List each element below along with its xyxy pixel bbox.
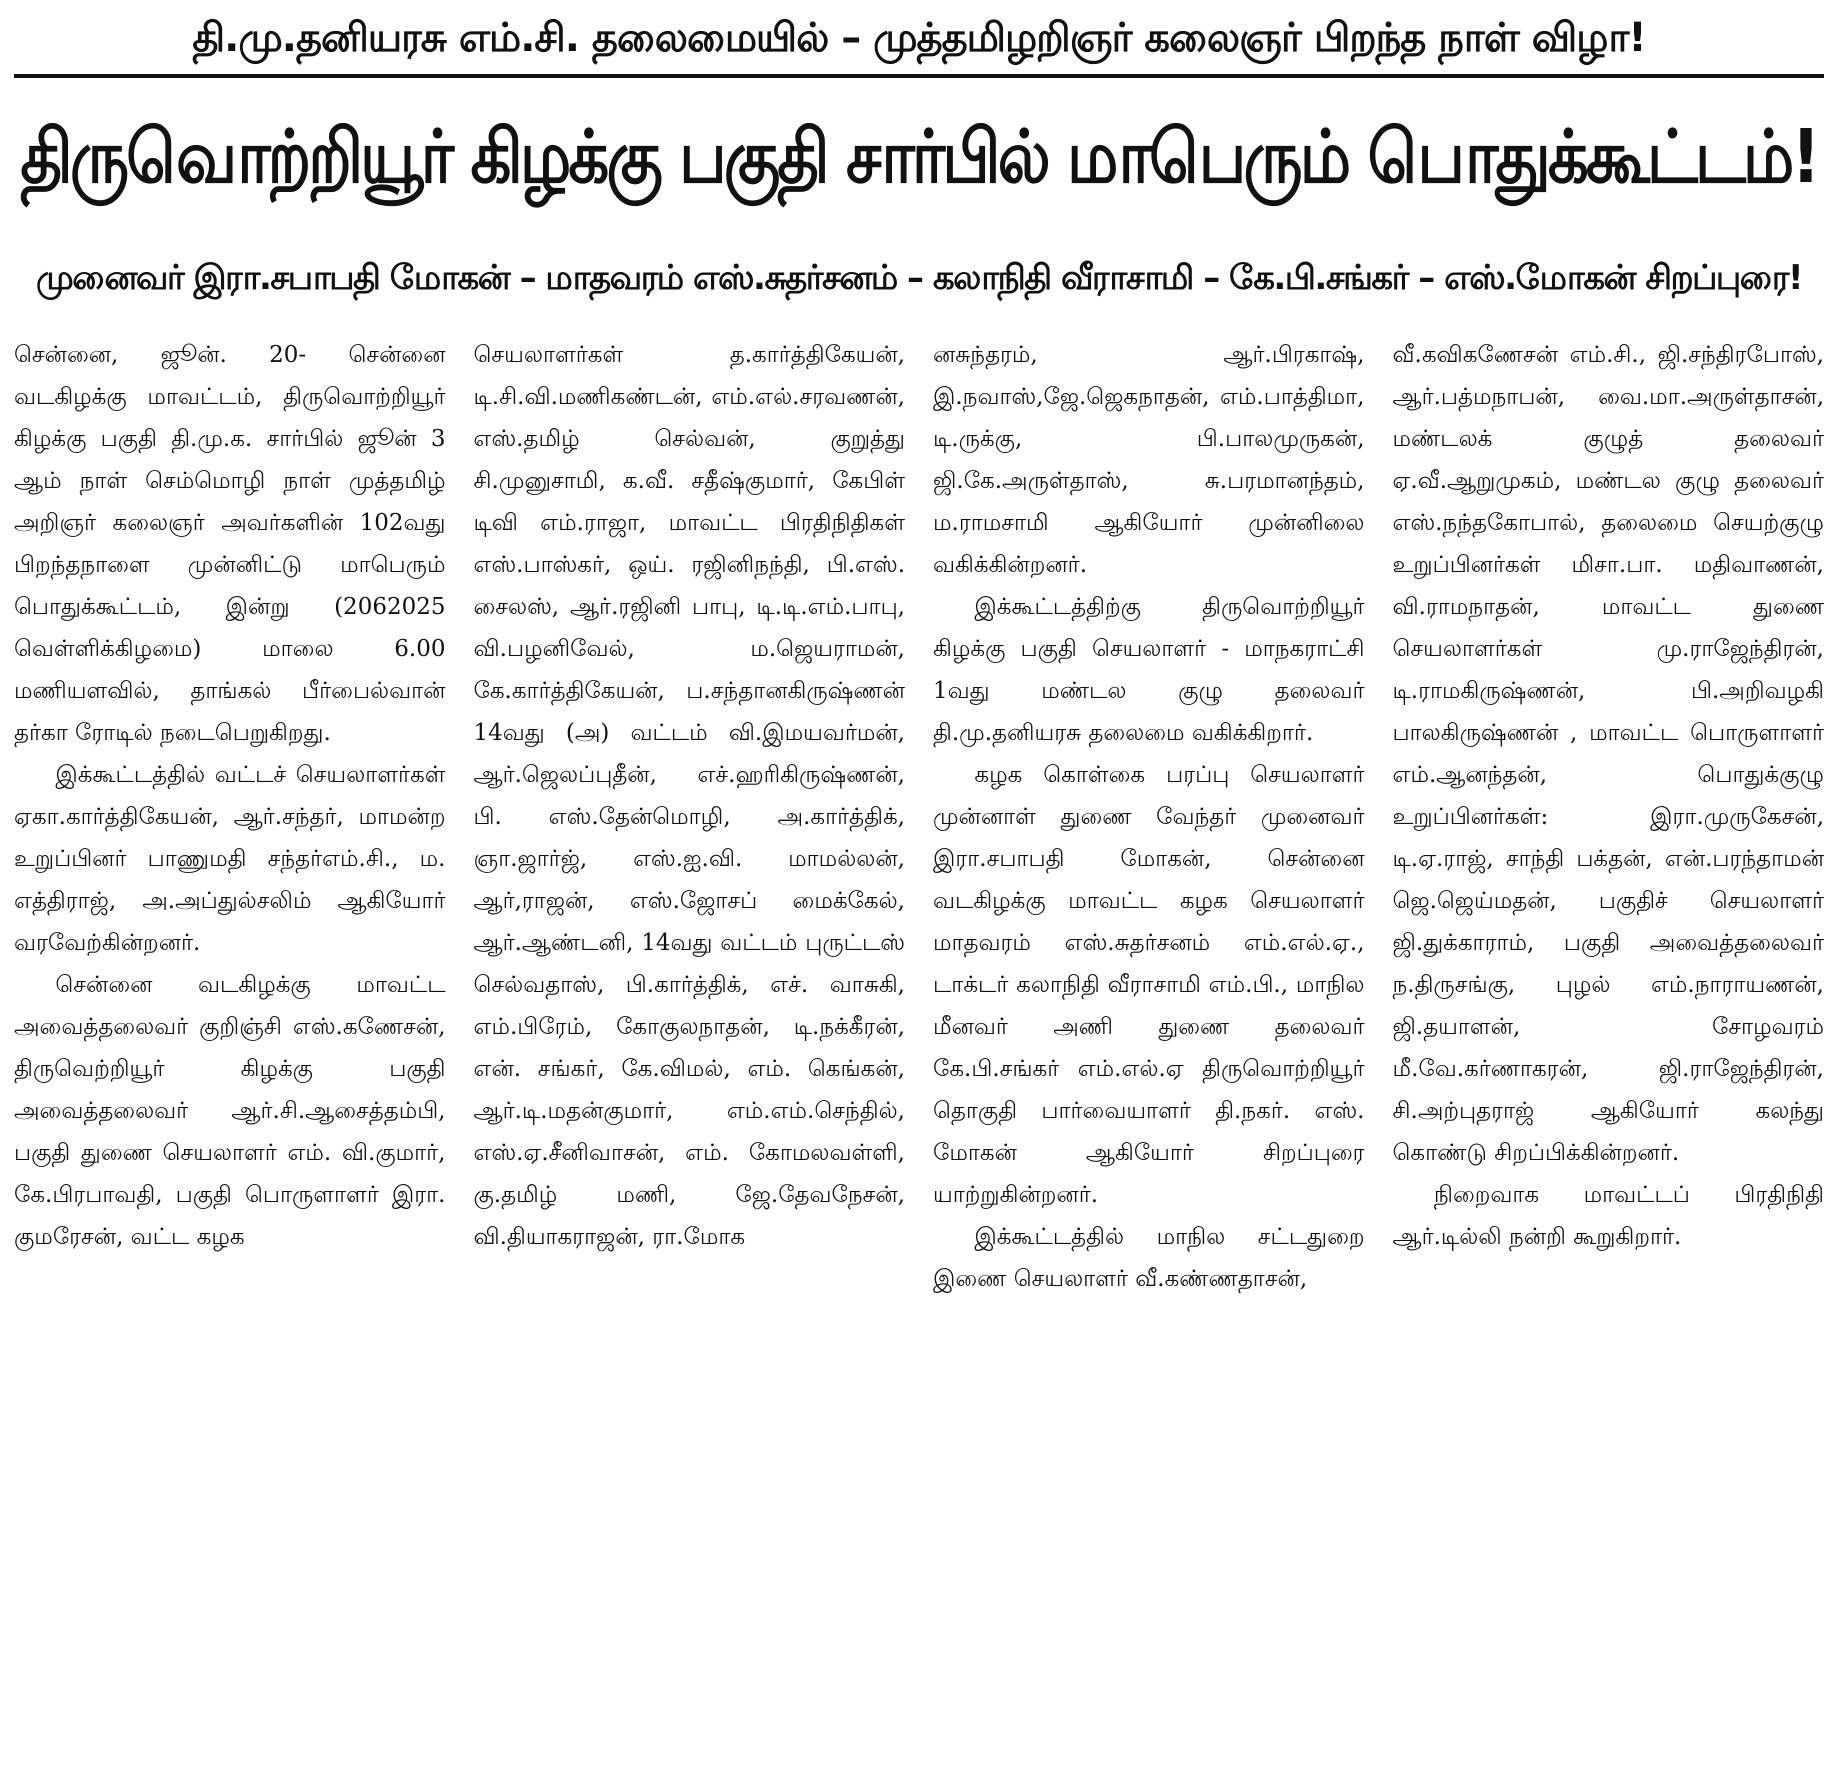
article-paragraph: சென்னை, ஜூன். 20- சென்னை வடகிழக்கு மாவட்டம், திருவொற்றியூர் கிழக்கு பகுதி தி.மு.க. சார்பில் ஜூன் 3 ஆம் நாள் செம்மொழி நாள் முத்தமிழ் அறிஞர் கலைஞர் அவர்களின் 102வது பிறந்தநாளை முன்னிட்டு மாபெரும் பொதுக்கூட்டம், இன்று (2062025 வெள்ளிக்கிழமை) மாலை 6.00 மணியளவில், தாங்கல் பீர்பைல்வான் தர்கா ரோடில் நடைபெறுகிறது. — [14, 342, 446, 746]
article-paragraph: வீ.கவிகணேசன் எம்.சி., ஜி.சந்திரபோஸ், ஆர்.பத்மநாபன், வை.மா.அருள்தாசன், மண்டலக் குழுத் தலைவர் ஏ.வீ.ஆறுமுகம், மண்டல குழு தலைவர் எஸ்.நந்தகோபால், தலைமை செயற்குழு உறுப்பினர்கள் மிசா.பா. மதிவாணன், வி.ராமநாதன், மாவட்ட துணை செயலாளர்கள் மு.ராஜேந்திரன், டி.ராமகிருஷ்ணன், பி.அறிவழகி பாலகிருஷ்ணன் , மாவட்ட பொருளாளர் எம்.ஆனந்தன், பொதுக்குழு உறுப்பினர்கள்: இரா.முருகேசன், டி.ஏ.ராஜ், சாந்தி பக்தன், என்.பரந்தாமன் ஜெ.ஜெய்மதன், பகுதிச் செயலாளர் ஜி.துக்காராம், பகுதி அவைத்தலைவர் ந.திருசங்கு, புழல் எம்.நாராயணன், ஜி.தயாளன், சோழவரம் மீ.வே.கர்ணாகரன், ஜி.ராஜேந்திரன், சி.அற்புதராஜ் ஆகியோர் கலந்து கொண்டு சிறப்பிக்கின்றனர். — [1392, 342, 1824, 1166]
article-paragraph: சென்னை வடகிழக்கு மாவட்ட அவைத்தலைவர் குறிஞ்சி எஸ்.கணேசன், திருவெற்றியூர் கிழக்கு பகுதி அவைத்தலைவர் ஆர்.சி.ஆசைத்தம்பி, பகுதி துணை செயலாளர் எம். வி.குமார், கே.பிரபாவதி, பகுதி பொருளாளர் இரா. குமரேசன், வட்ட கழக — [14, 972, 446, 1250]
subheadline: முனைவர் இரா.சபாபதி மோகன் – மாதவரம் எஸ்.சுதர்சனம் – கலாநிதி வீராசாமி – கே.பி.சங்கர் – எஸ்.மோகன் சிறப்புரை! — [36, 258, 1802, 298]
article-column-4 — [1393, 334, 1825, 1300]
article-paragraph: இக்கூட்டத்தில் வட்டச் செயலாளர்கள் ஏகா.கார்த்திகேயன், ஆர்.சந்தர், மாமன்ற உறுப்பினர் பாணுமதி சந்தர்எம்.சி., ம. எத்திராஜ், அ.அப்துல்சலிம் ஆகியோர் வரவேற்கின்றனர். — [14, 762, 446, 956]
article-paragraph: நிறைவாக மாவட்டப் பிரதிநிதி ஆர்.டில்லி நன்றி கூறுகிறார். — [1392, 1182, 1824, 1250]
article-column-1 — [14, 334, 446, 1300]
kicker-rule — [14, 74, 1824, 78]
article-body — [14, 334, 1824, 1300]
headline: திருவொற்றியூர் கிழக்கு பகுதி சார்பில் மாபெரும் பொதுக்கூட்டம்! — [20, 115, 1818, 201]
kicker-line: தி.மு.தனியரசு எம்.சி. தலைமையில் – முத்தமிழறிஞர் கலைஞர் பிறந்த நாள் விழா! — [192, 15, 1646, 61]
article-column-3 — [933, 334, 1365, 1300]
article-column-2 — [474, 334, 906, 1300]
article-paragraph: னசுந்தரம், ஆர்.பிரகாஷ், இ.நவாஸ்,ஜே.ஜெகநாதன், எம்.பாத்திமா, டி.ருக்கு, பி.பாலமுருகன், ஜி.கே.அருள்தாஸ், சு.பரமானந்தம், ம.ராமசாமி ஆகியோர் முன்னிலை வகிக்கின்றனர். — [933, 342, 1365, 578]
article-paragraph: இக்கூட்டத்தில் மாநில சட்டதுறை இணை செயலாளர் வீ.கண்ணதாசன், — [933, 1224, 1365, 1292]
article-paragraph: கழக கொள்கை பரப்பு செயலாளர் முன்னாள் துணை வேந்தர் முனைவர் இரா.சபாபதி மோகன், சென்னை வடகிழக்கு மாவட்ட கழக செயலாளர் மாதவரம் எஸ்.சுதர்சனம் எம்.எல்.ஏ., டாக்டர் கலாநிதி வீராசாமி எம்.பி., மாநில மீனவர் அணி துணை தலைவர் கே.பி.சங்கர் எம்.எல்.ஏ திருவொற்றியூர் தொகுதி பார்வையாளர் தி.நகர். எஸ். மோகன் ஆகியோர் சிறப்புரை யாற்றுகின்றனர். — [933, 762, 1365, 1208]
article-paragraph: இக்கூட்டத்திற்கு திருவொற்றியூர் கிழக்கு பகுதி செயலாளர் - மாநகராட்சி 1வது மண்டல குழு தலைவர் தி.மு.தனியரசு தலைமை வகிக்கிறார். — [933, 594, 1365, 746]
article-paragraph: செயலாளர்கள் த.கார்த்திகேயன், டி.சி.வி.மணிகண்டன், எம்.எல்.சரவணன், எஸ்.தமிழ் செல்வன், குறுத்து சி.முனுசாமி, க.வீ. சதீஷ்குமார், கேபிள் டிவி எம்.ராஜா, மாவட்ட பிரதிநிதிகள் எஸ்.பாஸ்கர், ஒய். ரஜினிநந்தி, பி.எஸ். சைலஸ், ஆர்.ரஜினி பாபு, டி.டி.எம்.பாபு, வி.பழனிவேல், ம.ஜெயராமன், கே.கார்த்திகேயன், ப.சந்தானகிருஷ்ணன் 14வது (அ) வட்டம் வி.இமயவர்மன், ஆர்.ஜெலப்புதீன், எச்.ஹரிகிருஷ்ணன், பி. எஸ்.தேன்மொழி, அ.கார்த்திக், ஞா.ஜார்ஜ், எஸ்.ஐ.வி. மாமல்லன், ஆர்,ராஜன், எஸ்.ஜோசப் மைக்கேல், ஆர்.ஆண்டனி, 14வது வட்டம் புருட்டஸ் செல்வதாஸ், பி.கார்த்திக், எச். வாசுகி, எம்.பிரேம், கோகுலநாதன், டி.நக்கீரன், என். சங்கர், கே.விமல், எம். கெங்கன், ஆர்.டி.மதன்குமார், எம்.எம்.செந்தில், எஸ்.ஏ.சீனிவாசன், எம். கோமலவள்ளி, கு.தமிழ் மணி, ஜே.தேவநேசன், வி.தியாகராஜன், ரா.மோக — [473, 342, 905, 1250]
